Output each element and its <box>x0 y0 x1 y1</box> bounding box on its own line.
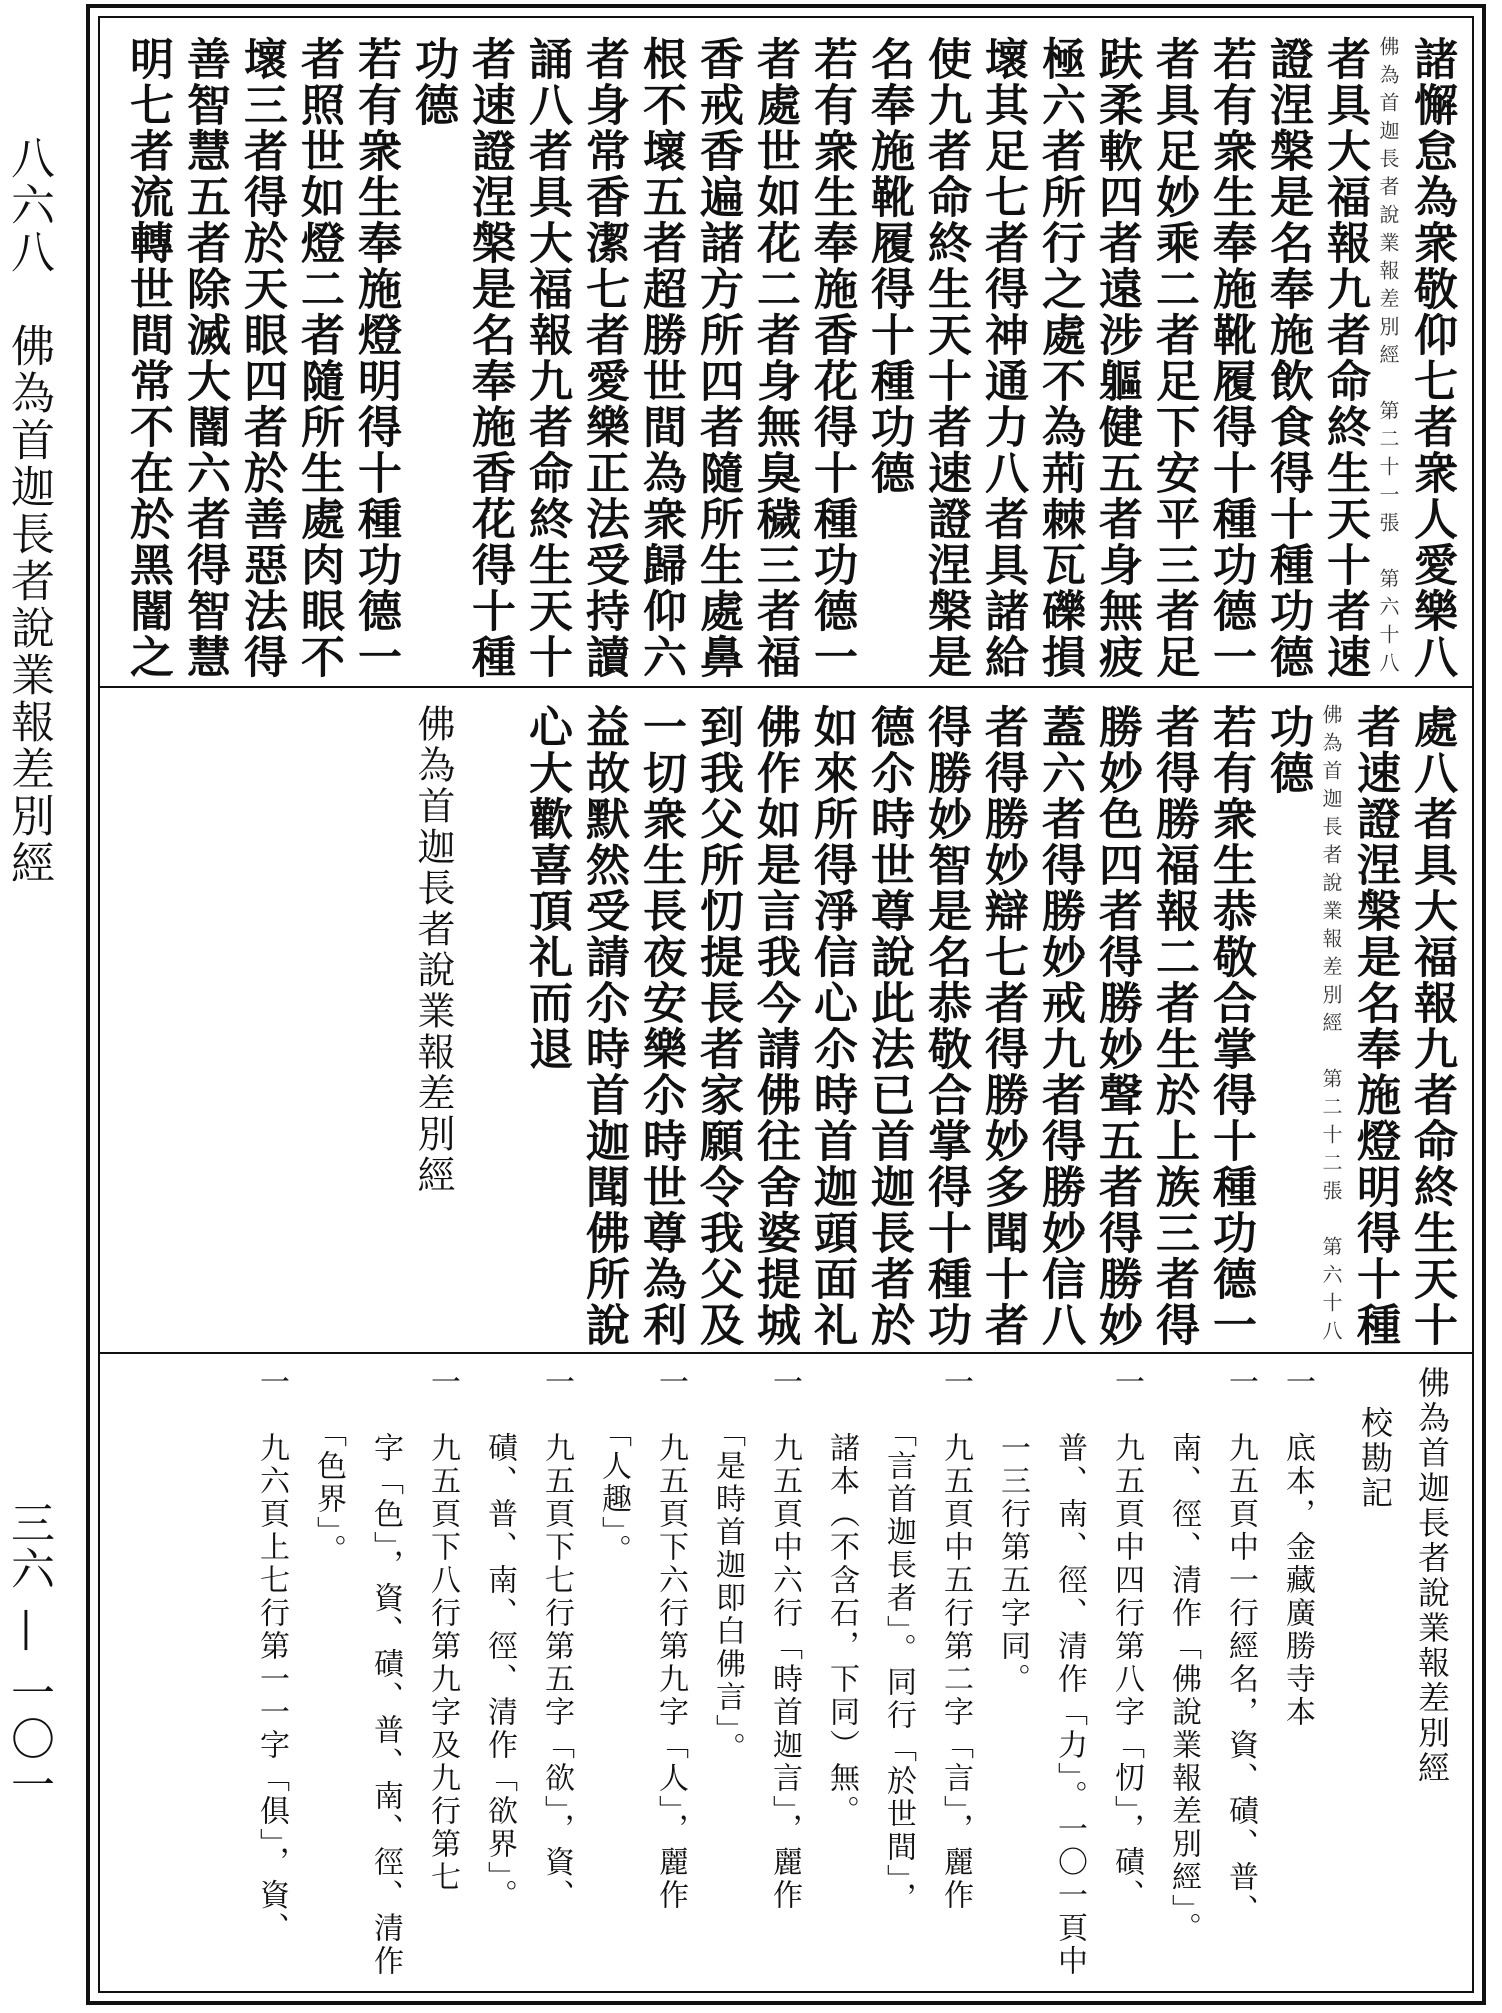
register-divider <box>100 1352 1472 1354</box>
margin-caption-top: 八六八 佛為首迦長者說業報差別經 <box>3 135 54 887</box>
note-line: 普、南、徑、清作「力」。一〇一頁中 <box>1052 1432 1087 1978</box>
text-column: 者具大福報九者命終生天十者速 <box>1319 36 1370 680</box>
note-line: 一 九五頁下七行第五字「欲」，資、 <box>539 1366 574 1912</box>
text-column: 處八者具大福報九者命終生天十 <box>1406 704 1457 1348</box>
note-line: 一 九五頁中一行經名，資、磧、普、 <box>1223 1366 1258 1927</box>
text-column: 極六者所行之處不為荊棘瓦礫損 <box>1034 36 1085 680</box>
text-column: 心大歡喜頂礼而退 <box>521 704 572 1072</box>
text-column: 若有衆生奉施靴履得十種功德一 <box>1205 36 1256 680</box>
text-column: 名奉施靴履得十種功德 <box>863 36 914 496</box>
text-column: 到我父所忉提長者家願令我父及 <box>692 704 743 1348</box>
text-column: 如來所得淨信心尒時首迦頭面礼 <box>806 704 857 1348</box>
register-1 <box>122 36 1460 682</box>
text-column: 者速證涅槃是名奉施燈明得十種 <box>1349 704 1400 1348</box>
text-column: 香戒香遍諸方所四者隨所生處鼻 <box>692 36 743 680</box>
text-column: 者照世如燈二者隨所生處肉眼不 <box>293 36 344 680</box>
text-column: 者速證涅槃是名奉施香花得十種 <box>464 36 515 680</box>
note-line: 「人趣」。 <box>596 1432 631 1567</box>
note-line: 諸本（不含石，下同）無。 <box>824 1432 859 1828</box>
text-column: 趺柔軟四者遠涉軀健五者身無疲 <box>1091 36 1142 680</box>
text-column: 一切衆生長夜安樂尒時世尊為利 <box>635 704 686 1348</box>
text-column: 若有衆生奉施燈明得十種功德一 <box>350 36 401 680</box>
note-line: 磧、普、南、徑、清作「欲界」。 <box>482 1432 517 1912</box>
collation-subheading: 校勘記 <box>1356 1406 1394 1511</box>
text-column: 諸懈怠為衆敬仰七者衆人愛樂八 <box>1406 36 1457 680</box>
sutra-end-title: 佛為首迦長者說業報差別經 <box>411 704 455 1196</box>
note-line: 一三行第五字同。 <box>995 1432 1030 1696</box>
text-column: 壞三者得於天眼四者於善惡法得 <box>236 36 287 680</box>
register-3-collation-notes <box>140 1366 1460 1986</box>
text-column: 佛作如是言我今請佛往舍婆提城 <box>749 704 800 1348</box>
note-line: 字「色」，資、磧、普、南、徑、清作 <box>368 1432 403 1978</box>
text-column: 蓋六者得勝妙戒九者得勝妙信八 <box>1034 704 1085 1348</box>
text-column: 德尒時世尊說此法已首迦長者於 <box>863 704 914 1348</box>
text-column: 功德 <box>407 36 458 128</box>
note-line: 一 九五頁下八行第九字及九行第七 <box>425 1366 460 1894</box>
text-column: 使九者命終生天十者速證涅槃是 <box>920 36 971 680</box>
text-column: 善智慧五者除滅大闇六者得智慧 <box>179 36 230 680</box>
text-column: 壞其足七者得神通力八者具諸給 <box>977 36 1028 680</box>
text-column: 得勝妙智是名恭敬合掌得十種功 <box>920 704 971 1348</box>
note-line: 一 九五頁中六行「時首迦言」，麗作 <box>767 1366 802 1912</box>
register-2 <box>140 704 1460 1348</box>
text-column: 根不壞五者超勝世間為衆歸仰六 <box>635 36 686 680</box>
page-frame-inner <box>98 16 1474 1993</box>
note-line: 一 底本，金藏廣勝寺本 <box>1280 1366 1315 1729</box>
note-line: 一 九五頁中五行第二字「言」，麗作 <box>938 1366 973 1912</box>
text-column: 功德 <box>1262 704 1313 796</box>
text-column: 若有衆生恭敬合掌得十種功德一 <box>1205 704 1256 1348</box>
margin-page-number: 三六 — 一〇一 <box>3 1500 54 1808</box>
text-column: 者得勝妙辯七者得勝妙多聞十者 <box>977 704 1028 1348</box>
text-column: 勝妙色四者得勝妙聲五者得勝妙 <box>1091 704 1142 1348</box>
note-line: 「色界」。 <box>311 1432 346 1567</box>
register-sidenote: 佛為首迦長者說業報差別經 第二十一張 第六十八 <box>1376 36 1400 680</box>
text-column: 益故默然受請尒時首迦聞佛所說 <box>578 704 629 1348</box>
register-sidenote: 佛為首迦長者說業報差別經 第二十二張 第六十八 <box>1319 704 1343 1348</box>
text-column: 證涅槃是名奉施飲食得十種功德 <box>1262 36 1313 680</box>
text-column: 誦八者具大福報九者命終生天十 <box>521 36 572 680</box>
collation-heading: 佛為首迦長者說業報差別經 <box>1413 1366 1451 1786</box>
note-line: 一 九五頁中四行第八字「忉」，磧、 <box>1109 1366 1144 1912</box>
note-line: 一 九六頁上七行第一一字「俱」，資、 <box>254 1366 289 1945</box>
note-line: 「言首迦長者」。同行「於世間」， <box>881 1432 916 1915</box>
note-line: 「是時首迦即白佛言」。 <box>710 1432 745 1765</box>
text-column: 明七者流轉世間常不在於黑闇之 <box>122 36 173 680</box>
page-frame <box>86 4 1486 2005</box>
note-line: 南、徑、清作「佛說業報差別經」。 <box>1166 1432 1201 1945</box>
text-column: 者處世如花二者身無臭穢三者福 <box>749 36 800 680</box>
text-column: 者得勝福報二者生於上族三者得 <box>1148 704 1199 1348</box>
register-divider <box>100 686 1472 688</box>
text-column: 者身常香潔七者愛樂正法受持讀 <box>578 36 629 680</box>
note-line: 一 九五頁下六行第九字「人」，麗作 <box>653 1366 688 1912</box>
text-column: 若有衆生奉施香花得十種功德一 <box>806 36 857 680</box>
text-column: 者具足妙乘二者足下安平三者足 <box>1148 36 1199 680</box>
